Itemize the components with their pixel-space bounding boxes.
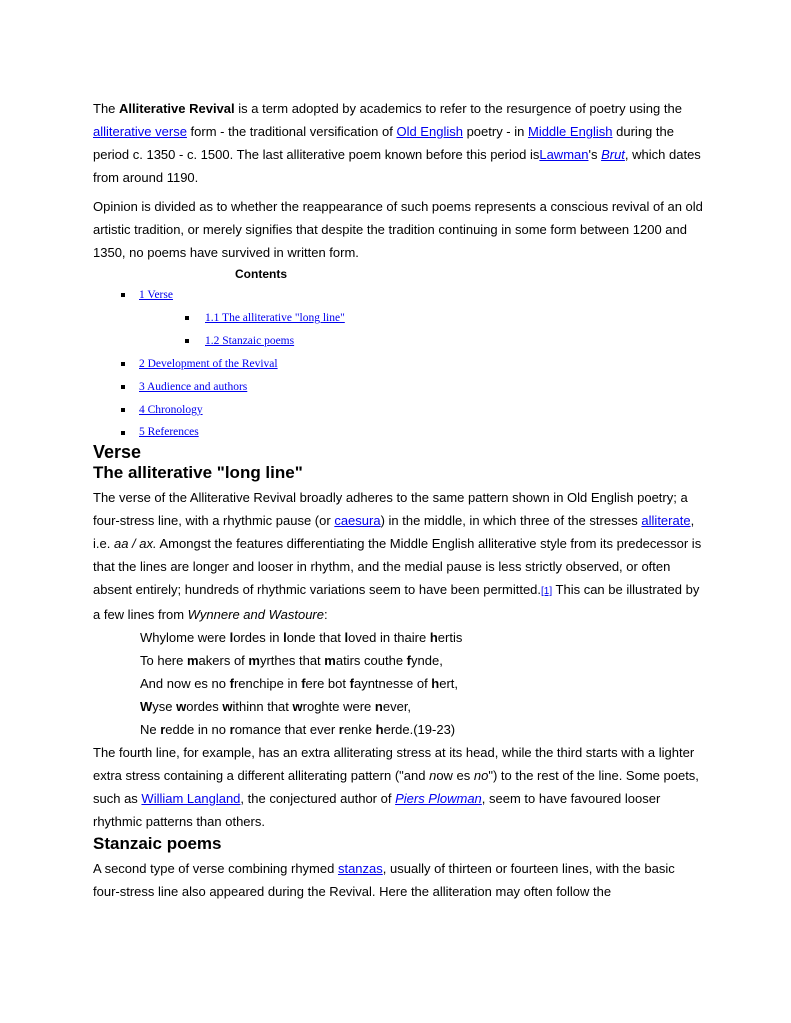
poem-line — [140, 695, 703, 718]
link-piers-plowman[interactable]: Piers Plowman — [395, 791, 482, 806]
stress: w — [176, 699, 187, 714]
text: ever, — [382, 699, 412, 714]
link-lawman[interactable]: Lawman — [539, 147, 589, 162]
stress: l — [344, 630, 349, 645]
italic-text: no — [473, 768, 489, 783]
text: ithinn that — [232, 699, 293, 714]
toc-item — [93, 399, 703, 422]
long-line-paragraph-2 — [93, 741, 703, 833]
bullet-icon — [121, 431, 125, 435]
text: yrthes that — [259, 653, 325, 668]
text: yse — [152, 699, 177, 714]
toc-title: Contents — [235, 267, 287, 281]
stress: r — [338, 722, 344, 737]
text: ordes — [186, 699, 223, 714]
poem-excerpt — [93, 626, 703, 741]
text: 's — [588, 147, 602, 162]
text: Whylome were — [140, 630, 230, 645]
italic-text: aa / ax. — [113, 536, 157, 551]
text: , usually of thirteen or fourteen lines, with the basic four-stress line also appeared during the Revival. Here the alliteration may often follow the — [93, 861, 675, 899]
toc-link-verse[interactable]: 1 Verse — [139, 289, 173, 301]
text: atirs couthe — [335, 653, 407, 668]
text: poetry - in — [462, 124, 528, 139]
stress: m — [248, 653, 260, 668]
text: ") to the rest of the line. Some poets, such as — [93, 768, 699, 806]
bullet-icon — [121, 362, 125, 366]
toc-link-chronology[interactable]: 4 Chronology — [139, 404, 203, 416]
subsection-heading-long-line: The alliterative "long line" — [93, 463, 303, 482]
stress: r — [160, 722, 166, 737]
text: , seem to have favoured looser rhythmic patterns than others. — [93, 791, 661, 829]
text: To here — [140, 653, 187, 668]
link-caesura[interactable]: caesura — [334, 513, 381, 528]
stress: w — [222, 699, 233, 714]
poem-line — [140, 672, 703, 695]
toc-link-long-line[interactable]: 1.1 The alliterative "long line" — [205, 312, 345, 324]
stress: n — [374, 699, 383, 714]
poem-line — [140, 649, 703, 672]
stress: m — [186, 653, 199, 668]
stress: h — [431, 676, 440, 691]
bullet-icon — [121, 293, 125, 297]
text: renchipe in — [233, 676, 302, 691]
text: is a term adopted by academics to refer to the resurgence of poetry using the — [234, 101, 682, 116]
toc-item — [93, 353, 703, 376]
text: : — [324, 607, 328, 622]
stanzaic-paragraph-1 — [93, 857, 703, 903]
stress: f — [406, 653, 412, 668]
stress: W — [140, 699, 153, 714]
stress: f — [229, 676, 234, 691]
text: ) in the middle, in which three of the stresses — [380, 513, 642, 528]
link-middle-english[interactable]: Middle English — [527, 124, 613, 139]
text: ertis — [437, 630, 463, 645]
bullet-icon — [121, 408, 125, 412]
link-william-langland[interactable]: William Langland — [141, 791, 241, 806]
table-of-contents — [93, 284, 703, 442]
intro-paragraph-1 — [93, 97, 703, 189]
stress: l — [229, 630, 234, 645]
text: onde that — [286, 630, 345, 645]
section-heading-verse: Verse — [93, 442, 142, 462]
text: This can be illustrated by a few lines from — [93, 582, 700, 622]
stress: m — [324, 653, 336, 668]
toc-link-references[interactable]: 5 References — [139, 426, 199, 438]
stress: w — [292, 699, 303, 714]
text: , which dates from around 1190. — [93, 147, 701, 185]
italic-text: n — [429, 768, 437, 783]
bold-term: Alliterative Revival — [119, 101, 235, 116]
text: enke — [343, 722, 376, 737]
text: The fourth line, for example, has an extra alliterating stress at its head, while the third starts with a lighter extra stress containing a different alliterating pattern ("and — [93, 745, 695, 783]
bullet-icon — [121, 385, 125, 389]
text: ow es — [436, 768, 474, 783]
link-stanzas[interactable]: stanzas — [337, 861, 383, 876]
text: Ne — [140, 722, 161, 737]
text: ordes in — [233, 630, 284, 645]
bullet-icon — [185, 339, 189, 343]
stress: f — [349, 676, 354, 691]
link-old-english[interactable]: Old English — [396, 124, 463, 139]
link-alliterative-verse[interactable]: alliterative verse — [93, 124, 187, 139]
poem-line — [140, 626, 703, 649]
text: erde.(19-23) — [383, 722, 456, 737]
poem-line — [140, 718, 703, 741]
italic-title: Wynnere and Wastoure — [187, 607, 324, 622]
toc-item — [93, 284, 703, 307]
text: roghte were — [302, 699, 375, 714]
toc-link-audience[interactable]: 3 Audience and authors — [139, 381, 248, 393]
text: during the period c. 1350 - c. 1500. The last alliterative poem known before this period is — [93, 124, 674, 162]
text: The verse of the Alliterative Revival broadly adheres to the same pattern shown in Old English poetry; a four-stress line, with a rhythmic pause (or — [93, 490, 688, 528]
stress: f — [301, 676, 306, 691]
toc-item — [93, 376, 703, 399]
text: omance that ever — [234, 722, 339, 737]
text: Amongst the features differentiating the Middle English alliterative style from its predecessor is that the lines are longer and looser in rhythm, and the medial pause is less strictly observed, or often absent entirely; hundreds of rhythmic variations seem to have been permitted. — [93, 536, 702, 597]
stress: l — [283, 630, 287, 645]
document-page — [93, 97, 703, 903]
link-brut[interactable]: Brut — [601, 147, 625, 162]
text: , the conjectured author of — [240, 791, 396, 806]
stress: h — [429, 630, 438, 645]
stress: h — [375, 722, 384, 737]
text: ere bot — [305, 676, 350, 691]
text: , i.e. — [93, 513, 695, 551]
text: ert, — [439, 676, 459, 691]
toc-link-stanzaic[interactable]: 1.2 Stanzaic poems — [205, 335, 295, 347]
text: And now es no — [140, 676, 230, 691]
intro-paragraph-2: Opinion is divided as to whether the reappearance of such poems represents a conscious revival of an old artistic tradition, or merely signifies that despite the tradition continuing in some form between 1200 and 1350, no poems have survived in written form. — [93, 199, 703, 260]
text: The — [93, 101, 120, 116]
toc-item — [93, 422, 703, 442]
text: form - the traditional versification of — [186, 124, 397, 139]
bullet-icon — [185, 316, 189, 320]
link-alliterate[interactable]: alliterate — [641, 513, 691, 528]
text: ayntnesse of — [353, 676, 432, 691]
stress: r — [229, 722, 235, 737]
footnote-ref[interactable]: [1] — [541, 586, 553, 597]
text: oved in thaire — [348, 630, 430, 645]
text: edde in no — [165, 722, 230, 737]
subsection-heading-stanzaic: Stanzaic poems — [93, 834, 222, 853]
text: akers of — [198, 653, 249, 668]
text: ynde, — [411, 653, 443, 668]
toc-item — [93, 330, 703, 353]
text: A second type of verse combining rhymed — [93, 861, 338, 876]
toc-link-development[interactable]: 2 Development of the Revival — [139, 358, 278, 370]
toc-item — [93, 307, 703, 330]
long-line-paragraph-1 — [93, 486, 703, 626]
